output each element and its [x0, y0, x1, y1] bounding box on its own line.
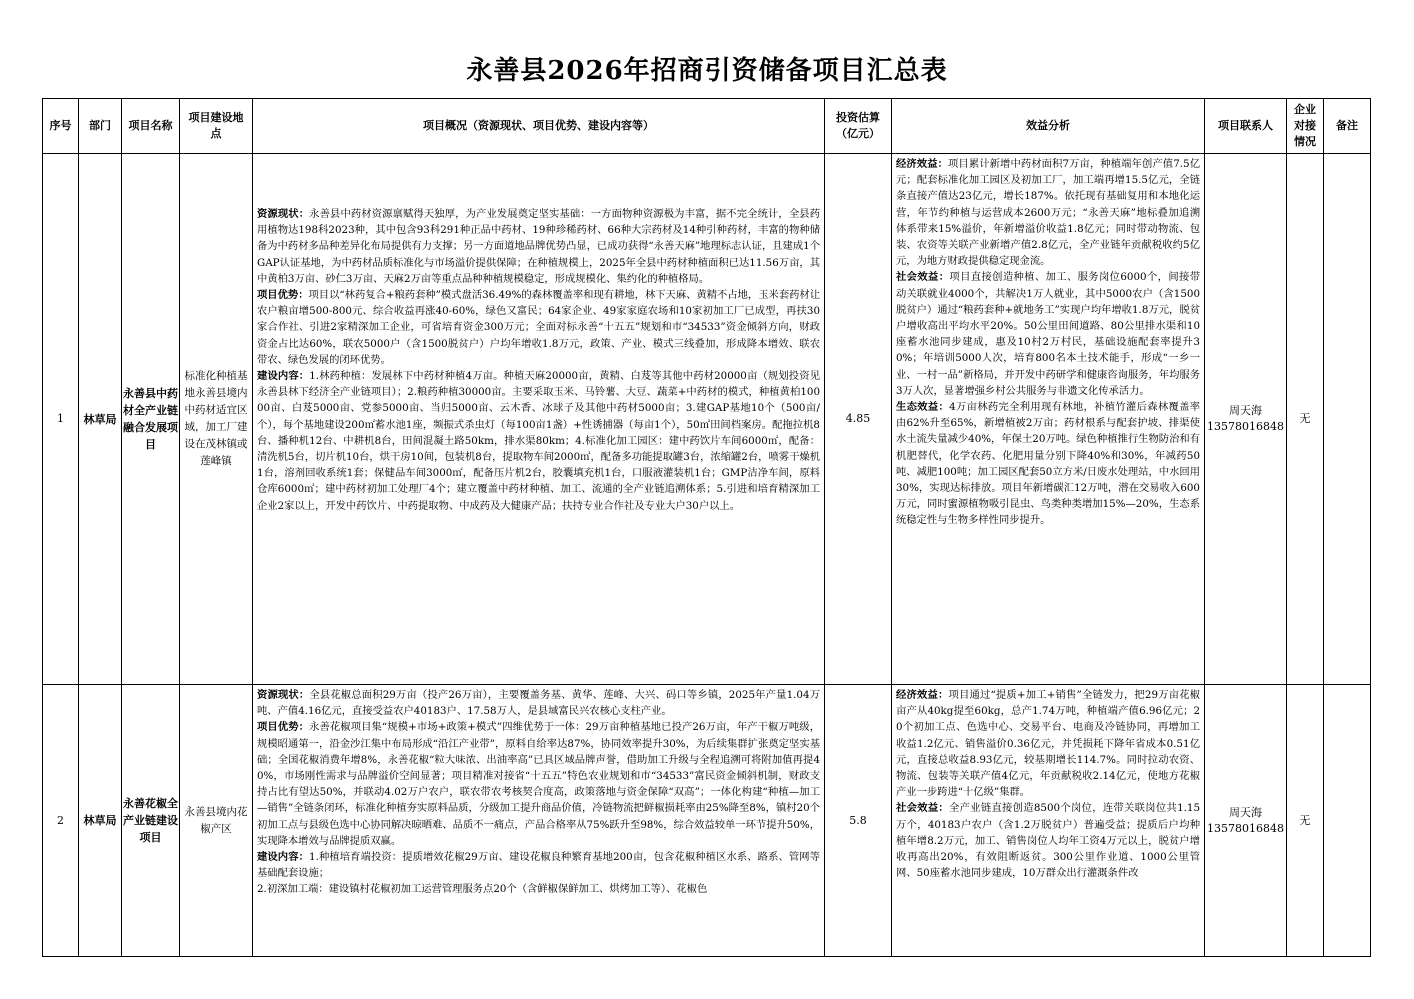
table-row [43, 685, 1371, 957]
page-title: 永善县2026年招商引资储备项目汇总表 [466, 56, 948, 86]
row-docking: 无 [1287, 685, 1324, 957]
row-project-name: 永善县中药材全产业链融合发展项目 [122, 154, 180, 685]
header-docking: 企业对接情况 [1287, 99, 1324, 154]
row-contact [1205, 154, 1287, 685]
contact-phone: 13578016848 [1207, 420, 1284, 433]
row-contact [1205, 685, 1287, 957]
row-dept: 林草局 [79, 154, 122, 685]
header-overview: 项目概况（资源现状、项目优势、建设内容等） [253, 99, 825, 154]
header-location: 项目建设地点 [180, 99, 253, 154]
project-table [42, 98, 1371, 957]
row-location: 永善县境内花椒产区 [180, 685, 253, 957]
header-row [43, 99, 1371, 154]
header-remark: 备注 [1324, 99, 1371, 154]
row-overview: 资源现状：全县花椒总面积29万亩（投产26万亩），主要覆盖务基、黄华、莲峰、大兴、码口等乡镇，2025年产量1.04万吨、产值4.16亿元，直接受益农户40183户、17.58万人，是县域富民兴农核心支柱产业。 项目优势：永善花椒项目集“规模+市场+政策+模式”四维优势于一体：29万亩种植基地已投产26万亩，年产干椒万吨级，规模昭通第一，沿金沙江集中布局形成“沿江产业带”，原料自给率达87%，协同效率提升30%，为后续集群扩张奠定坚实基础；全国花椒消费年增8%，永善花椒“粒大味浓、出油率高”已具区域品牌声誉，借助加工升级与全程追溯可将附加值再提40%，市场刚性需求与品牌溢价空间显著；项目精准对接省“十五五”特色农业规划和市“34533”富民资金倾斜机制，财政支持占比有望达50%，并联动4.02万户农户，联农带农考核契合度高，政策落地与资金保障“双高”；一体化构建“种植—加工—销售”全链条闭环，标准化种植夯实原料品质，分级加工提升商品价值，冷链物流把鲜椒损耗率由25%降至8%，镇村20个初加工点与县级色选中心协同解决晾晒难、品质不一痛点，产品合格率从75%跃升至98%，综合效益较单一环节提升50%，实现降本增效与品牌提质双赢。 建设内容：1.种植培育端投资：提质增效花椒29万亩、建设花椒良种繁育基地200亩，包含花椒种植区水系、路系、管网等基础配套设施； 2.初深加工端：建设镇村花椒初加工运营管理服务点20个（含鲜椒保鲜加工、烘烤加工等）、花椒色 [253, 685, 825, 957]
row-remark [1324, 154, 1371, 685]
row-investment: 4.85 [825, 154, 892, 685]
header-name: 项目名称 [122, 99, 180, 154]
row-seq: 1 [43, 154, 79, 685]
table-row [43, 154, 1371, 685]
contact-name: 周天海 [1229, 404, 1262, 417]
header-benefit: 效益分析 [892, 99, 1205, 154]
row-location: 标准化种植基地永善县境内中药材适宜区域，加工厂建设在茂林镇或莲峰镇 [180, 154, 253, 685]
row-investment: 5.8 [825, 685, 892, 957]
contact-phone: 13578016848 [1207, 821, 1284, 835]
row-benefit: 经济效益：项目通过“提质+加工+销售”全链发力，把29万亩花椒亩产从40kg提至60kg，总产1.74万吨，种植端产值6.96亿元；20个初加工点、色选中心、交易平台、电商及冷链协同，再增加工收益1.2亿元、销售溢价0.36亿元，并凭损耗下降年省成本0.51亿元，直接总收益8.93亿元，较基期增长114.7%。同时拉动农资、物流、包装等关联产值4亿元，年贡献税收2.14亿元，使地方花椒产业一步跨进“十亿级”集群。 社会效益：全产业链直接创造8500个岗位，连带关联岗位共1.15万个，40183户农户（含1.2万脱贫户）普遍受益；提质后户均种植年增8.2万元，加工、销售岗位人均年工资4万元以上，脱贫户增收再高出20%，有效阻断返贫。300公里作业道、1000公里管网、50座蓄水池同步建成，10万群众出行灌溉条件改 [892, 685, 1205, 957]
row-benefit: 经济效益：项目累计新增中药材面积7万亩，种植端年创产值7.5亿元；配套标准化加工园区及初加工厂，加工端再增15.5亿元，全链条直接产值达23亿元，增长187%。依托现有基础复用和本地化运营，年节约种植与运营成本2600万元；“永善天麻”地标叠加追溯体系带来15%溢价，年新增溢价收益1.8亿元；同时带动物流、包装、农资等关联产业新增产值2.8亿元，全产业链年贡献税收约5亿元，为地方财政提供稳定现金流。 社会效益：项目直接创造种植、加工、服务岗位6000个，间接带动关联就业4000个，共解决1万人就业，其中5000农户（含1500脱贫户）通过“粮药套种+就地务工”实现户均年增收1.8万元，脱贫户增收高出平均水平20%。50公里田间道路、80公里排水渠和10座蓄水池同步建成，惠及10村2万村民，基础设施配套率提升30%；年培训5000人次，培育800名本土技术能手，形成“一乡一业、一村一品”新格局，并开发中药研学和健康咨询服务，年均服务3万人次，显著增强乡村公共服务与非遗文化传承活力。 生态效益：4万亩林药完全利用现有林地，补植竹灌后森林覆盖率由62%升至65%，新增植被2万亩；药材根系与配套护坡、排渠使水土流失量减少40%，年保土20万吨。绿色种植推行生物防治和有机肥替代，化学农药、化肥用量分别下降40%和30%，年减药50吨、减肥100吨；加工园区配套50立方米/日废水处理站，中水回用30%，实现达标排放。项目年新增碳汇12万吨，潜在交易收入600万元，同时蜜源植物吸引昆虫、鸟类种类增加15%—20%，生态系统稳定性与生物多样性同步提升。 [892, 154, 1205, 685]
header-seq: 序号 [43, 99, 79, 154]
row-dept: 林草局 [79, 685, 122, 957]
row-project-name: 永善花椒全产业链建设项目 [122, 685, 180, 957]
row-remark [1324, 685, 1371, 957]
row-overview: 资源现状：永善县中药材资源禀赋得天独厚，为产业发展奠定坚实基础：一方面物种资源极为丰富，据不完全统计，全县药用植物达198科2023种，其中包含93科291种正品中药材、19种珍稀药材、66种大宗药材及14种引种药材，丰富的物种储备为中药材多品种差异化布局提供有力支撑；另一方面道地品牌优势凸显，已成功获得“永善天麻”地理标志认证，且建成1个GAP认证基地，为中药材品质标准化与市场溢价提供保障；在种植规模上，2025年全县中药材种植面积已达11.56万亩，其中黄柏3万亩、砂仁3万亩、天麻2万亩等重点品种种植规模稳定，形成规模化、集约化的种植格局。 项目优势：项目以“林药复合+粮药套种”模式盘活36.49%的森林覆盖率和现有耕地，林下天麻、黄精不占地，玉米套药材让农户粮亩增500-800元、综合收益再涨40-60%，绿色又富民；64家企业、49家家庭农场和10家初加工厂已成型，再扶30家合作社、引进2家精深加工企业，可省培育资金300万元；全面对标永善“十五五”规划和市“34533”资金倾斜方向，财政资金占比达60%，联农5000户（含1500脱贫户）户均年增收1.8万元，政策、产业、模式三线叠加，形成降本增效、联农带农、绿色发展的闭环优势。 建设内容：1.林药种植：发展林下中药材种植4万亩。种植天麻20000亩，黄精、白芨等其他中药材20000亩（规划投资见永善县林下经济全产业链项目）；2.粮药种植30000亩。主要采取玉米、马铃薯、大豆、蔬菜+中药材的模式，种植黄柏10000亩、白芨5000亩、党参5000亩、当归5000亩、云木香、冰球子及其他中药材5000亩；3.建GAP基地10个（500亩/个），每个基地建设200㎡蓄水池1座，频振式杀虫灯（每100亩1盏）+性诱捕器（每亩1个），50㎡田间档案房。配拖拉机8台、播种机12台、中耕机8台，田间混凝土路50km，排水渠80km；4.标准化加工园区：建中药饮片车间6000㎡，配备：清洗机5台，切片机10台，烘干房10间，包装机8台，提取物车间2000㎡，配备多功能提取罐3台，浓缩罐2台，喷雾干燥机1台，溶剂回收系统1套；保健品车间3000㎡，配备压片机2台，胶囊填充机1台，口服液灌装机1台；GMP洁净车间，原料仓库6000㎡；建中药材初加工处理厂4个；建立覆盖中药材种植、加工、流通的全产业链追溯体系；5.引进和培育精深加工企业2家以上，开发中药饮片、中药提取物、中成药及大健康产品；扶持专业合作社及专业大户30户以上。 [253, 154, 825, 685]
header-dept: 部门 [79, 99, 122, 154]
header-investment: 投资估算（亿元） [825, 99, 892, 154]
header-contact: 项目联系人 [1205, 99, 1287, 154]
row-seq: 2 [43, 685, 79, 957]
contact-name: 周天海 [1229, 805, 1262, 819]
row-docking: 无 [1287, 154, 1324, 685]
